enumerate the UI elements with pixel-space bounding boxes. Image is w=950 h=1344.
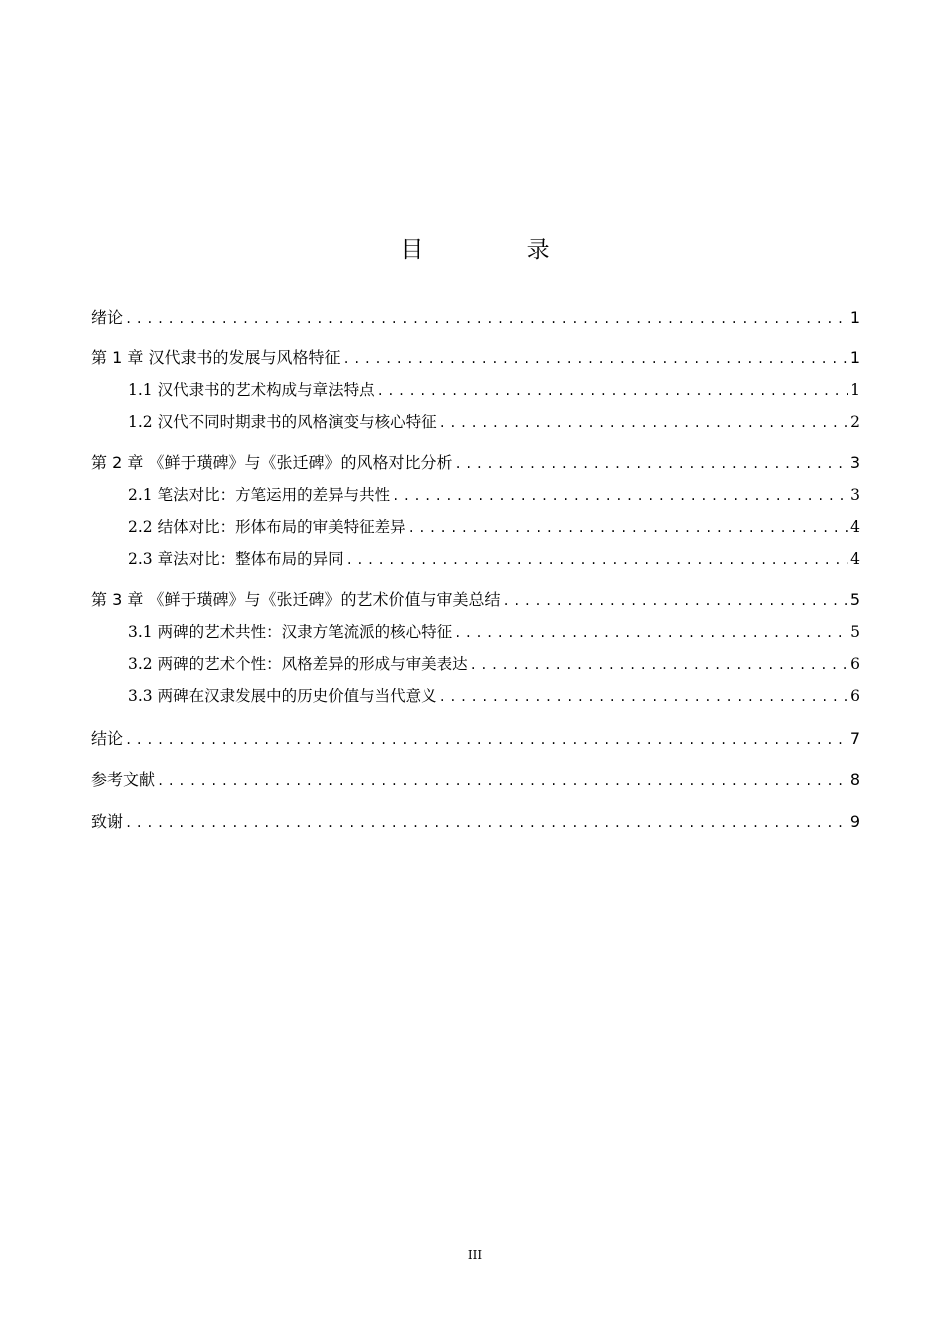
toc-subentry[interactable]: [128, 547, 860, 571]
toc-leader-dots: [439, 685, 848, 709]
toc-leader-dots: [454, 452, 847, 476]
toc-entry-page: 1: [849, 308, 860, 327]
toc-subentry[interactable]: [128, 410, 860, 434]
toc-entry[interactable]: [91, 768, 860, 792]
toc-entry-page: 4: [850, 518, 860, 536]
toc-leader-dots: [470, 653, 848, 677]
toc-entry[interactable]: [91, 306, 860, 330]
toc-entry[interactable]: [91, 451, 860, 475]
toc-subentry[interactable]: [128, 684, 860, 708]
toc-subentry[interactable]: [128, 515, 860, 539]
toc-leader-dots: [125, 307, 848, 331]
page-title: 目 录: [400, 237, 598, 263]
toc-entry-label: 3.3 两碑在汉隶发展中的历史价值与当代意义: [128, 687, 437, 705]
toc-leader-dots: [342, 347, 847, 371]
toc-subentry[interactable]: [128, 652, 860, 676]
toc-leader-dots: [346, 548, 848, 572]
toc-entry-page: 1: [849, 348, 860, 367]
toc-entry[interactable]: [91, 810, 860, 834]
toc-entry-page: 7: [849, 729, 860, 748]
toc-entry-label: 1.2 汉代不同时期隶书的风格演变与核心特征: [128, 413, 437, 431]
toc-entry-label: 致谢: [91, 812, 124, 831]
toc-entry-page: 9: [849, 812, 860, 831]
toc-entry-page: 5: [850, 623, 860, 641]
toc-entry-page: 3: [850, 486, 860, 504]
toc-leader-dots: [439, 411, 848, 435]
toc-entry-label: 参考文献: [91, 770, 156, 789]
toc-leader-dots: [125, 811, 848, 835]
toc-entry[interactable]: [91, 588, 860, 612]
toc-subentry[interactable]: [128, 483, 860, 507]
toc-entry-label: 第 1 章 汉代隶书的发展与风格特征: [91, 348, 341, 367]
toc-entry-page: 4: [850, 550, 860, 568]
toc-entry-page: 8: [849, 770, 860, 789]
toc-leader-dots: [502, 589, 847, 613]
toc-subentry[interactable]: [128, 620, 860, 644]
page-number: III: [467, 1248, 483, 1262]
toc-entry-label: 2.1 笔法对比：方笔运用的差异与共性: [128, 486, 391, 504]
toc-entry-label: 3.2 两碑的艺术个性：风格差异的形成与审美表达: [128, 655, 468, 673]
toc-leader-dots: [377, 379, 848, 403]
toc-entry[interactable]: [91, 727, 860, 751]
toc-entry-label: 2.3 章法对比：整体布局的异同: [128, 550, 344, 568]
toc-entry-page: 2: [850, 413, 860, 431]
toc-entry-label: 第 3 章 《鲜于璜碑》与《张迁碑》的艺术价值与审美总结: [91, 590, 501, 609]
toc-entry-label: 绪论: [91, 308, 124, 327]
toc-leader-dots: [392, 484, 848, 508]
toc-entry-page: 1: [850, 381, 860, 399]
toc-entry-label: 2.2 结体对比：形体布局的审美特征差异: [128, 518, 406, 536]
toc-entry-page: 5: [849, 590, 860, 609]
toc-entry-page: 3: [849, 453, 860, 472]
toc-subentry[interactable]: [128, 378, 860, 402]
toc-leader-dots: [157, 769, 848, 793]
toc-entry-page: 6: [850, 655, 860, 673]
toc-leader-dots: [125, 728, 848, 752]
toc-entry-label: 第 2 章 《鲜于璜碑》与《张迁碑》的风格对比分析: [91, 453, 453, 472]
toc-entry-label: 1.1 汉代隶书的艺术构成与章法特点: [128, 381, 375, 399]
toc-entry-page: 6: [850, 687, 860, 705]
toc-leader-dots: [408, 516, 848, 540]
toc-entry[interactable]: [91, 346, 860, 370]
toc-entry-label: 3.1 两碑的艺术共性：汉隶方笔流派的核心特征: [128, 623, 453, 641]
toc-entry-label: 结论: [91, 729, 124, 748]
toc-leader-dots: [454, 621, 848, 645]
